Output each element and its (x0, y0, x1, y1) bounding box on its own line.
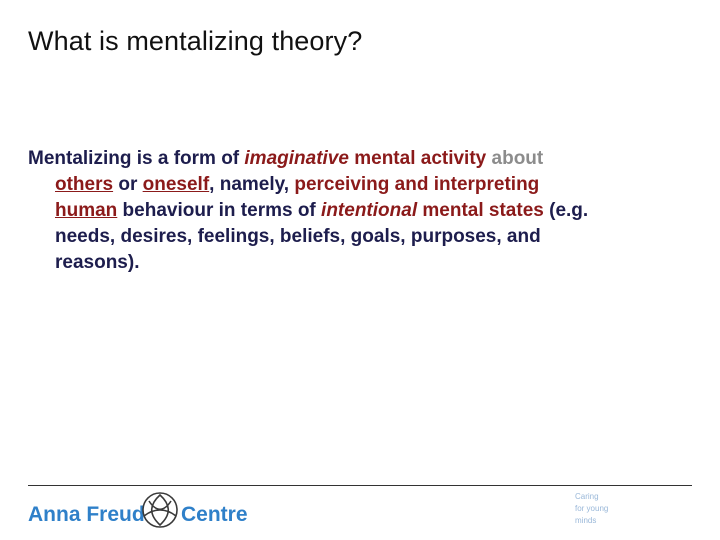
body-text-segment: Mentalizing is a form of (28, 148, 245, 169)
highlight-imaginative: imaginative (244, 148, 349, 169)
highlight-perceiving: perceiving and interpreting (294, 174, 540, 195)
body-text-segment: (e.g. (543, 200, 589, 221)
highlight-others: others (55, 174, 114, 195)
body-line-5: reasons). (55, 252, 140, 273)
word-about: about (491, 148, 544, 169)
body-line-3 (28, 198, 688, 224)
body-text-segment: behaviour in terms of (117, 200, 322, 221)
body-paragraph (28, 146, 688, 276)
tagline-line: minds (575, 516, 597, 525)
logo-text-anna-freud: Anna Freud (28, 503, 145, 526)
slide-title: What is mentalizing theory? (28, 26, 363, 56)
body-text-segment: , namely, (209, 174, 295, 195)
tagline (575, 491, 608, 527)
highlight-mental-activity: mental activity (348, 148, 492, 169)
logo-text-centre: Centre (181, 503, 248, 526)
body-text-segment: or (113, 174, 143, 195)
highlight-human: human (55, 200, 118, 221)
body-line-4: needs, desires, feelings, beliefs, goals, purposes, and (55, 226, 541, 247)
highlight-mental-states: mental states (417, 200, 544, 221)
body-line-1 (28, 146, 688, 172)
anna-freud-logo-icon (140, 490, 180, 530)
highlight-oneself: oneself (142, 174, 210, 195)
tagline-line: Caring (575, 492, 599, 501)
footer-divider (28, 485, 692, 486)
body-line-2 (28, 172, 688, 198)
tagline-line: for young (575, 504, 609, 513)
highlight-intentional: intentional (321, 200, 418, 221)
